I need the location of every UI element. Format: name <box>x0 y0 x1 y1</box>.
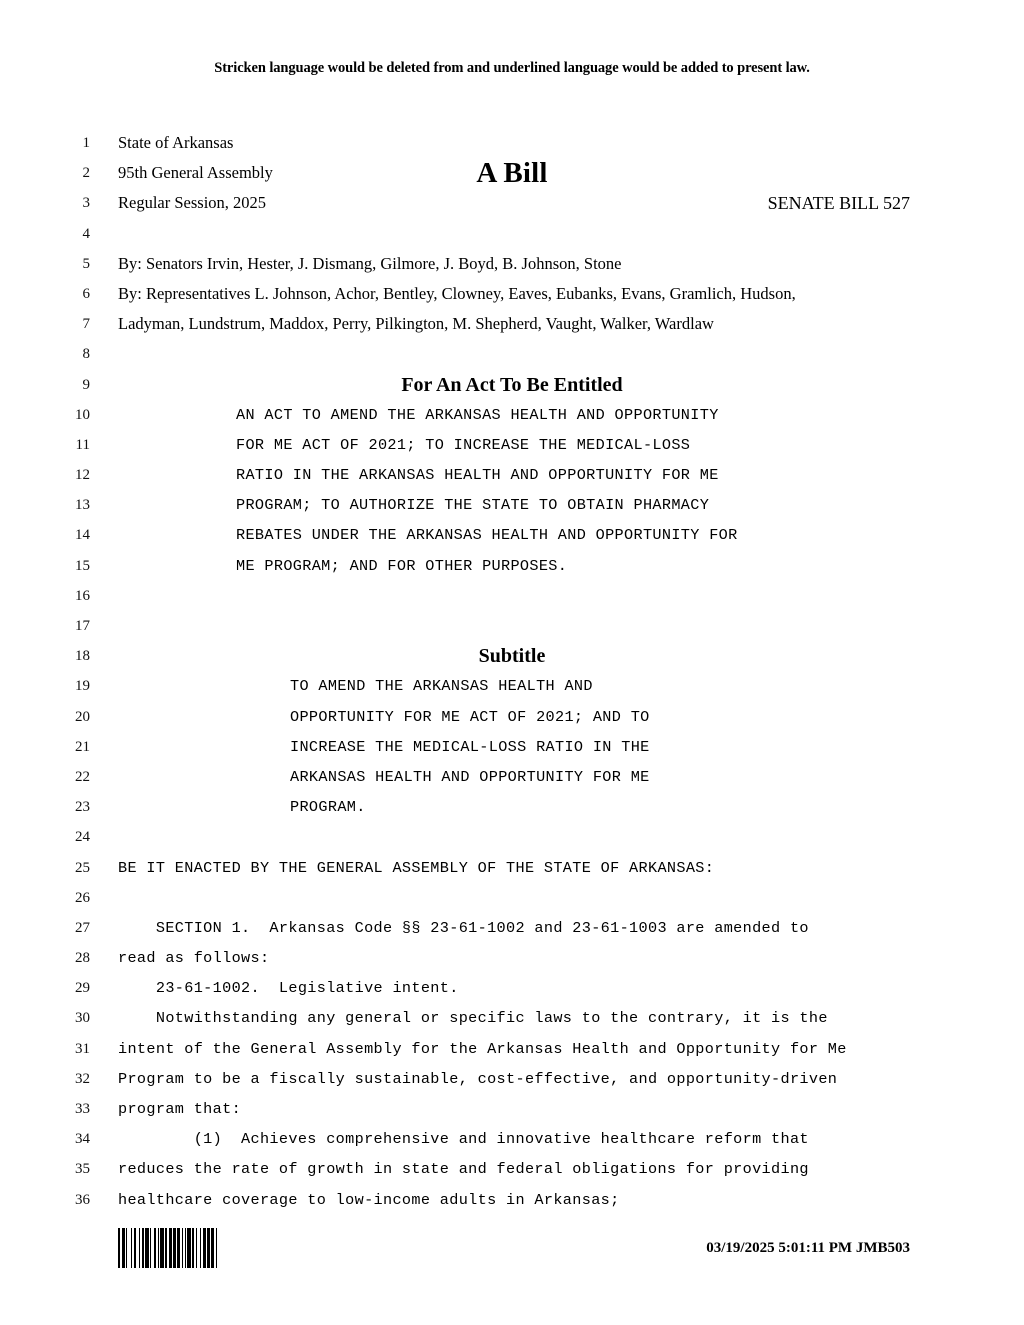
act-title-line: RATIO IN THE ARKANSAS HEALTH AND OPPORTUNITY FOR ME <box>236 466 719 485</box>
stricken-language-notice: Stricken language would be deleted from and underlined language would be added to present law. <box>214 60 810 76</box>
line-33 <box>0 1094 1024 1124</box>
subtitle-line: TO AMEND THE ARKANSAS HEALTH AND <box>290 677 593 696</box>
subtitle-line: ARKANSAS HEALTH AND OPPORTUNITY FOR ME <box>290 767 650 786</box>
line-number: 32 <box>75 1070 90 1087</box>
line-16 <box>0 581 1024 611</box>
line-31 <box>0 1034 1024 1064</box>
line-9 <box>0 370 1024 400</box>
line-6 <box>0 279 1024 309</box>
line-number: 35 <box>75 1161 90 1178</box>
line-number: 29 <box>75 980 90 997</box>
line-30 <box>0 1003 1024 1033</box>
line-number: 26 <box>75 889 90 906</box>
line-8 <box>0 339 1024 369</box>
line-25 <box>0 853 1024 883</box>
line-26 <box>0 883 1024 913</box>
act-title-line: FOR ME ACT OF 2021; TO INCREASE THE MEDICAL-LOSS <box>236 435 691 454</box>
line-36 <box>0 1185 1024 1215</box>
line-34 <box>0 1124 1024 1154</box>
line-5 <box>0 249 1024 279</box>
line-20 <box>0 702 1024 732</box>
body-line: intent of the General Assembly for the Arkansas Health and Opportunity for Me <box>118 1039 847 1058</box>
line-number: 12 <box>75 467 90 484</box>
session-label: Regular Session, 2025 <box>118 193 267 213</box>
senate-sponsors: By: Senators Irvin, Hester, J. Dismang, Gilmore, J. Boyd, B. Johnson, Stone <box>118 253 622 273</box>
act-title-line: ME PROGRAM; AND FOR OTHER PURPOSES. <box>236 556 568 575</box>
line-17 <box>0 611 1024 641</box>
line-4 <box>0 219 1024 249</box>
line-number: 36 <box>75 1191 90 1208</box>
line-number: 6 <box>82 285 90 302</box>
line-1 <box>0 128 1024 158</box>
line-number: 13 <box>75 497 90 514</box>
line-13 <box>0 490 1024 520</box>
line-35 <box>0 1154 1024 1184</box>
line-23 <box>0 792 1024 822</box>
line-number: 34 <box>75 1131 90 1148</box>
line-number: 15 <box>75 557 90 574</box>
line-number: 25 <box>75 859 90 876</box>
document-body <box>0 128 1024 1215</box>
line-3 <box>0 188 1024 218</box>
line-number: 17 <box>75 618 90 634</box>
line-number: 19 <box>75 678 90 695</box>
state-label: State of Arkansas <box>118 133 234 152</box>
body-line: (1) Achieves comprehensive and innovative healthcare reform that <box>118 1130 809 1149</box>
line-number: 3 <box>82 195 90 212</box>
body-line: reduces the rate of growth in state and federal obligations for providing <box>118 1160 809 1179</box>
line-32 <box>0 1064 1024 1094</box>
line-number: 16 <box>75 587 90 604</box>
line-number: 7 <box>82 316 90 333</box>
line-number: 5 <box>82 255 90 272</box>
line-21 <box>0 732 1024 762</box>
line-14 <box>0 520 1024 550</box>
act-title-line: REBATES UNDER THE ARKANSAS HEALTH AND OPPORTUNITY FOR <box>236 526 738 545</box>
act-title-line: PROGRAM; TO AUTHORIZE THE STATE TO OBTAIN PHARMACY <box>236 496 710 515</box>
line-22 <box>0 762 1024 792</box>
line-number: 31 <box>75 1040 90 1057</box>
page-footer <box>0 1222 1024 1282</box>
line-number: 8 <box>82 346 90 363</box>
act-title-heading: For An Act To Be Entitled <box>401 373 623 396</box>
line-number: 2 <box>82 165 90 182</box>
line-number: 1 <box>82 135 90 151</box>
line-number: 24 <box>75 829 90 846</box>
bill-number: SENATE BILL 527 <box>767 193 910 214</box>
line-29 <box>0 973 1024 1003</box>
document-type-heading: A Bill <box>476 157 548 190</box>
body-line: program that: <box>118 1100 242 1118</box>
act-title-line: AN ACT TO AMEND THE ARKANSAS HEALTH AND OPPORTUNITY <box>236 405 719 424</box>
line-number: 4 <box>82 225 90 242</box>
line-10 <box>0 400 1024 430</box>
subtitle-line: INCREASE THE MEDICAL-LOSS RATIO IN THE <box>290 737 650 756</box>
line-number: 30 <box>75 1010 90 1027</box>
line-19 <box>0 671 1024 701</box>
subtitle-heading: Subtitle <box>478 645 546 668</box>
line-24 <box>0 822 1024 852</box>
line-number: 22 <box>75 768 90 785</box>
line-number: 14 <box>75 527 90 544</box>
line-number: 27 <box>75 919 90 936</box>
body-line: SECTION 1. Arkansas Code §§ 23-61-1002 and 23-61-1003 are amended to <box>118 918 809 937</box>
line-18 <box>0 641 1024 671</box>
line-number: 11 <box>75 436 90 453</box>
line-27 <box>0 913 1024 943</box>
barcode-bar <box>217 1228 219 1268</box>
line-7 <box>0 309 1024 339</box>
line-number: 21 <box>75 738 90 755</box>
body-line: Program to be a fiscally sustainable, cost-effective, and opportunity-driven <box>118 1069 838 1088</box>
line-2 <box>0 158 1024 188</box>
body-line: Notwithstanding any general or specific laws to the contrary, it is the <box>118 1009 828 1028</box>
subtitle-line: OPPORTUNITY FOR ME ACT OF 2021; AND TO <box>290 707 650 726</box>
body-line: read as follows: <box>118 949 270 968</box>
line-number: 23 <box>75 799 90 816</box>
line-number: 33 <box>75 1101 90 1117</box>
line-number: 9 <box>82 376 90 393</box>
subtitle-line: PROGRAM. <box>290 798 366 817</box>
footer-timestamp: 03/19/2025 5:01:11 PM JMB503 <box>706 1240 910 1256</box>
line-15 <box>0 551 1024 581</box>
line-number: 28 <box>75 950 90 967</box>
barcode <box>118 1228 219 1268</box>
house-sponsors-line-2: Ladyman, Lundstrum, Maddox, Perry, Pilkington, M. Shepherd, Vaught, Walker, Wardlaw <box>118 314 714 334</box>
body-line: 23-61-1002. Legislative intent. <box>118 979 459 998</box>
enacting-clause: BE IT ENACTED BY THE GENERAL ASSEMBLY OF THE STATE OF ARKANSAS: <box>118 858 715 877</box>
line-12 <box>0 460 1024 490</box>
house-sponsors-line-1: By: Representatives L. Johnson, Achor, Bentley, Clowney, Eaves, Eubanks, Evans, Gramlich, Hudson, <box>118 283 796 303</box>
line-28 <box>0 943 1024 973</box>
assembly-label: 95th General Assembly <box>118 163 273 183</box>
line-11 <box>0 430 1024 460</box>
line-number: 20 <box>75 708 90 725</box>
body-line: healthcare coverage to low-income adults in Arkansas; <box>118 1190 620 1209</box>
line-number: 18 <box>75 648 90 665</box>
line-number: 10 <box>75 406 90 423</box>
